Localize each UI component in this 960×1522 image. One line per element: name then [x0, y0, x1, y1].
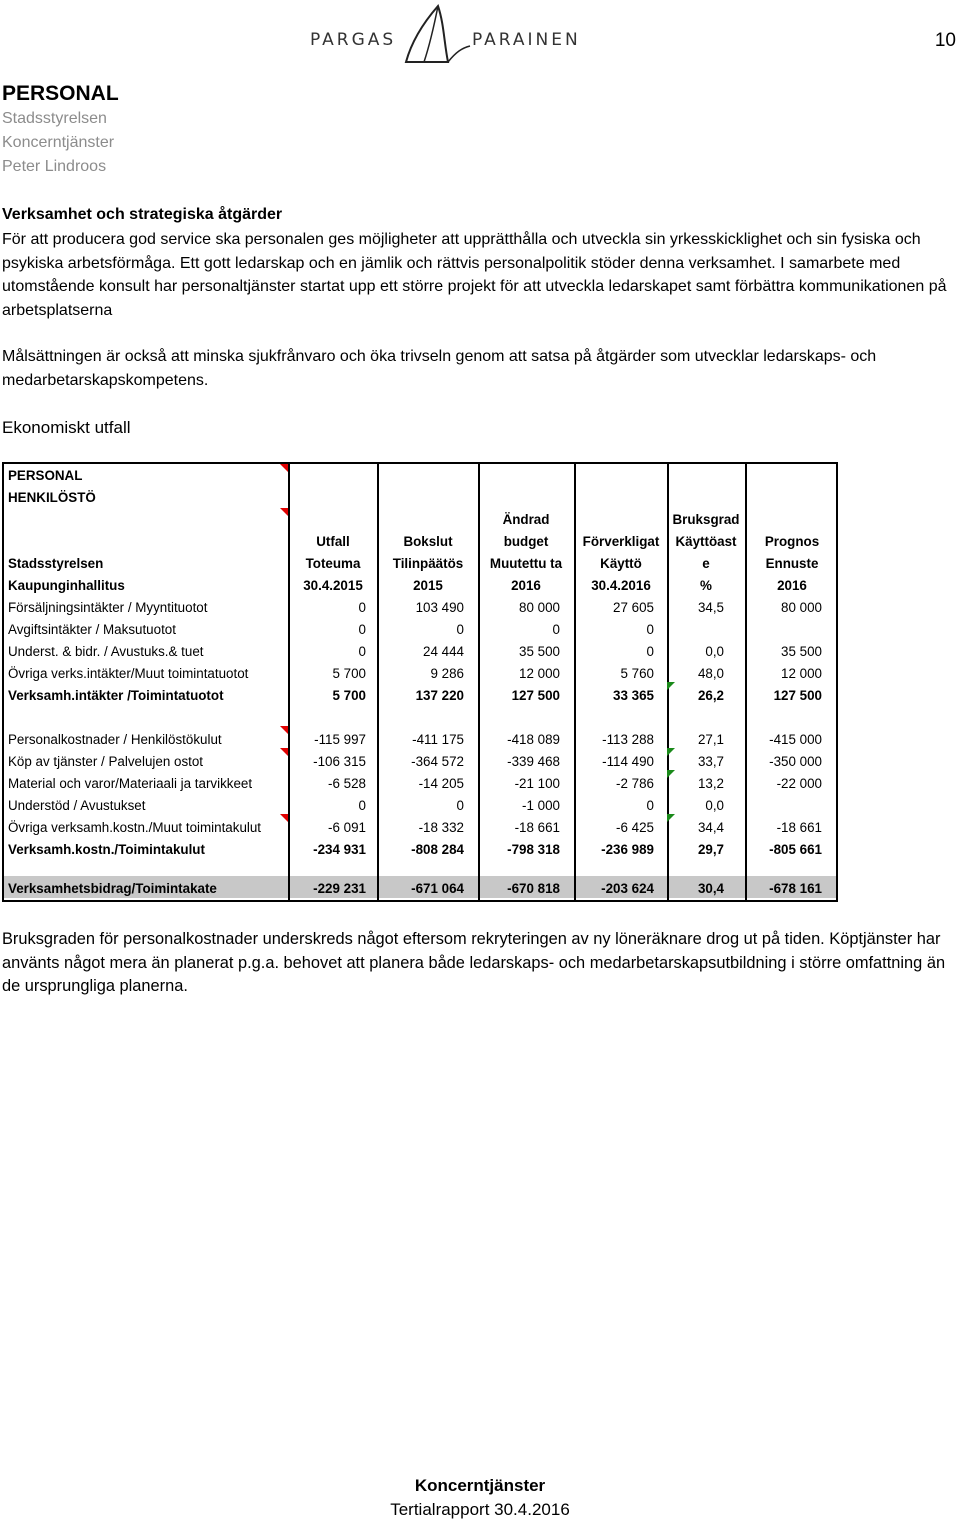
table-cell: 0	[456, 622, 464, 637]
table-cell: -21 100	[514, 776, 560, 791]
table-row-label: Understöd / Avustukset	[8, 798, 146, 813]
table-row-label: Material och varor/Materiaali ja tarvikkeet	[8, 776, 253, 791]
table-cell: -671 064	[411, 881, 464, 896]
table-row-label: Personalkostnader / Henkilöstökulut	[8, 732, 222, 747]
table-cell: -339 468	[507, 754, 560, 769]
column-header-cell: Tilinpäätös	[392, 556, 464, 571]
column-header-cell: budget	[503, 534, 549, 549]
table-unit: Stadsstyrelsen	[8, 556, 104, 571]
table-cell: 0	[358, 600, 366, 615]
column-header-cell: 2016	[777, 578, 807, 593]
column-header-cell: Prognos	[764, 534, 820, 549]
table-cell: 9 286	[430, 666, 464, 681]
table-row-label: Köp av tjänster / Palvelujen ostot	[8, 754, 204, 769]
column-header-cell: Toteuma	[305, 556, 361, 571]
table-cell: 0	[456, 798, 464, 813]
logo-text-pargas: PARGAS	[310, 30, 397, 50]
table-cell: 80 000	[519, 600, 560, 615]
table-cell: 0	[358, 798, 366, 813]
table-title: PERSONAL	[8, 468, 83, 483]
table-cell: -6 091	[328, 820, 366, 835]
table-cell: 0,0	[705, 644, 724, 659]
table-cell: -234 931	[313, 842, 366, 857]
table-cell: 13,2	[697, 776, 724, 791]
table-cell: -670 818	[507, 881, 560, 896]
table-cell: 30,4	[697, 881, 724, 896]
comment-marker-icon	[280, 508, 288, 516]
table-cell: 0	[358, 644, 366, 659]
economic-table	[2, 462, 838, 902]
sail-icon	[404, 4, 472, 64]
column-header-cell: 2015	[413, 578, 443, 593]
table-cell: 48,0	[697, 666, 724, 681]
table-cell: 35 500	[781, 644, 822, 659]
activities-paragraph-2: Målsättningen är också att minska sjukfrånvaro och öka trivseln genom att satsa på åtgärder som utvecklar ledarskaps- och medarbetarskapskompetens.	[2, 348, 877, 389]
table-cell: 127 500	[511, 688, 560, 703]
column-header-cell: %	[700, 578, 712, 593]
table-cell: -6 425	[616, 820, 654, 835]
column-header-cell: Käyttö	[600, 556, 642, 571]
table-row-label: Avgiftsintäkter / Maksutuotot	[8, 622, 176, 637]
table-cell: 27,1	[697, 732, 724, 747]
table-cell: 35 500	[519, 644, 560, 659]
table-cell: -350 000	[769, 754, 822, 769]
table-cell: -411 175	[412, 732, 464, 747]
table-cell: -22 000	[776, 776, 822, 791]
table-cell: -678 161	[769, 881, 822, 896]
table-cell: 0	[358, 622, 366, 637]
table-cell: -106 315	[313, 754, 366, 769]
column-header-cell: Ändrad	[502, 512, 550, 527]
table-cell: -113 288	[602, 732, 654, 747]
table-cell: 0	[646, 644, 654, 659]
table-cell: 5 700	[332, 666, 366, 681]
table-cell: -236 989	[601, 842, 654, 857]
column-header-cell: 30.4.2015	[303, 578, 363, 593]
unit-line: Koncerntjänster	[2, 134, 115, 151]
table-row-label: Övriga verksamh.kostn./Muut toimintakulut	[8, 820, 262, 835]
table-row-label: Verksamh.kostn./Toimintakulut	[8, 842, 205, 857]
table-cell: -114 490	[602, 754, 654, 769]
table-cell: 33,7	[697, 754, 724, 769]
table-cell: 29,7	[697, 842, 724, 857]
column-header-cell: e	[702, 556, 710, 571]
table-row-label: Försäljningsintäkter / Myyntituotot	[8, 600, 208, 615]
column-header-cell: Käyttöast	[675, 534, 737, 549]
activities-paragraph-1: För att producera god service ska personalen ges möjligheter att upprätthålla och utveckla sin yrkesskicklighet och sin fysiska och psykiska arbetsförmåga. Ett gott ledarskap och en jämlik och rättvis personalpolitik stöder denna verksamhet. I samarbete med utomstående konsult har personaltjänster startat upp ett större projekt för att utveckla ledarskapet samt förbättra kommunikationen på arbetsplatserna	[2, 231, 947, 319]
table-cell: 5 760	[620, 666, 654, 681]
table-cell: 12 000	[519, 666, 560, 681]
table-cell: 103 490	[415, 600, 464, 615]
section-heading-economy: Ekonomiskt utfall	[2, 418, 131, 437]
footer-unit: Koncerntjänster	[414, 1476, 546, 1495]
table-row-label: Verksamh.intäkter /Toimintatuotot	[8, 688, 224, 703]
table-cell: 12 000	[781, 666, 822, 681]
table-cell: 27 605	[613, 600, 654, 615]
table-row-label: Övriga verks.intäkter/Muut toimintatuotot	[8, 666, 249, 681]
section-heading-activities: Verksamhet och strategiska åtgärder	[2, 206, 283, 223]
table-cell: -14 205	[418, 776, 464, 791]
table-cell: -18 661	[514, 820, 560, 835]
table-cell: -2 786	[616, 776, 654, 791]
table-cell: -18 332	[418, 820, 464, 835]
table-cell: -805 661	[769, 842, 822, 857]
page-title: PERSONAL	[2, 82, 119, 105]
pargas-parainen-logo	[310, 4, 580, 66]
table-cell: 127 500	[773, 688, 822, 703]
column-header-cell: 30.4.2016	[591, 578, 651, 593]
table-cell: -115 997	[314, 732, 366, 747]
column-header-cell: Muutettu ta	[489, 556, 563, 571]
table-cell: -798 318	[507, 842, 560, 857]
table-cell: 0	[646, 798, 654, 813]
table-cell: -6 528	[328, 776, 366, 791]
column-header-cell: Ennuste	[765, 556, 819, 571]
table-cell: 34,5	[697, 600, 724, 615]
logo-text-parainen: PARAINEN	[472, 30, 581, 50]
table-row-label: Verksamhetsbidrag/Toimintakate	[8, 881, 217, 896]
table-cell: -364 572	[411, 754, 464, 769]
table-cell: 33 365	[613, 688, 654, 703]
table-cell: 34,4	[697, 820, 724, 835]
column-header-cell: Bokslut	[403, 534, 453, 549]
table-cell: 0	[646, 622, 654, 637]
table-cell: -1 000	[522, 798, 560, 813]
footer-report: Tertialrapport 30.4.2016	[390, 1500, 570, 1519]
table-cell: -418 089	[507, 732, 560, 747]
table-unit-fi: Kaupunginhallitus	[8, 578, 125, 593]
comment-paragraph: Bruksgraden för personalkostnader underskreds något eftersom rekryteringen av ny löneräknare drog ut på tiden. Köptjänster har använts något mera än planerat p.g.a. behovet att planera både ledarskaps- och medarbetarskapsutbildning i större omfattning än de ursprungliga planerna.	[2, 930, 946, 995]
table-cell: -229 231	[313, 881, 366, 896]
responsible-person: Peter Lindroos	[2, 158, 107, 175]
column-header-cell: Bruksgrad	[672, 512, 740, 527]
column-header-cell: 2016	[511, 578, 541, 593]
table-cell: 24 444	[423, 644, 464, 659]
table-cell: -203 624	[601, 881, 654, 896]
table-cell: -18 661	[776, 820, 822, 835]
table-cell: 26,2	[697, 688, 724, 703]
table-cell: -415 000	[769, 732, 822, 747]
table-cell: 5 700	[332, 688, 366, 703]
table-title-fi: HENKILÖSTÖ	[8, 490, 96, 505]
table-row-label: Underst. & bidr. / Avustuks.& tuet	[8, 644, 204, 659]
table-cell: 0,0	[705, 798, 724, 813]
column-header-cell: Utfall	[316, 534, 350, 549]
table-cell: -808 284	[411, 842, 464, 857]
page-number: 10	[934, 30, 956, 51]
department-line: Stadsstyrelsen	[2, 110, 107, 127]
table-cell: 137 220	[415, 688, 464, 703]
column-header-cell: Förverkligat	[582, 534, 660, 549]
table-cell: 80 000	[781, 600, 822, 615]
table-cell: 0	[552, 622, 560, 637]
